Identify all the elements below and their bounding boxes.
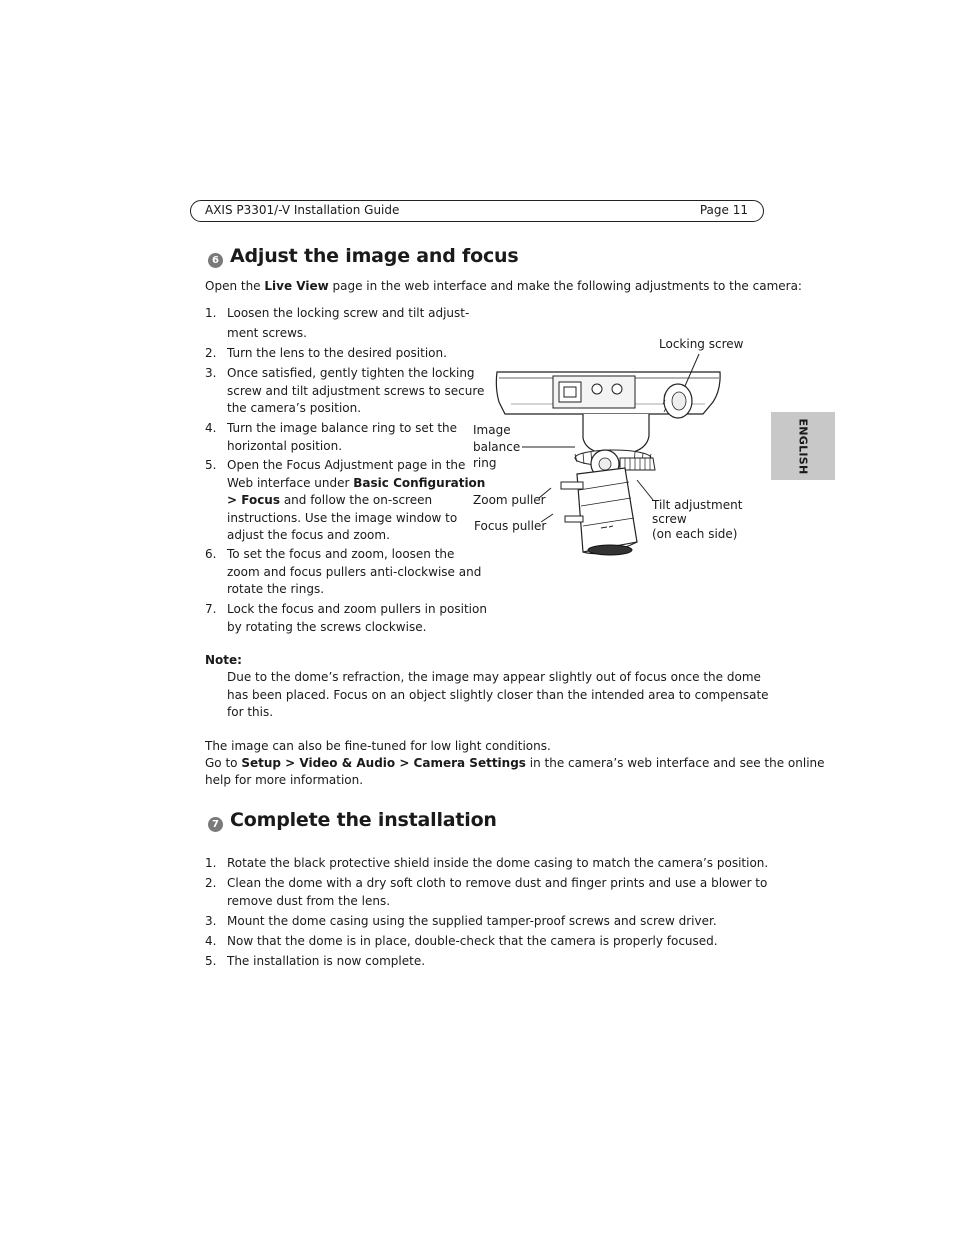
image-balance-label: Image balance ring (473, 423, 521, 470)
document-title: AXIS P3301/-V Installation Guide (205, 203, 400, 217)
focus-term: > Focus (227, 493, 280, 507)
language-tab-label: ENGLISH (796, 417, 810, 475)
section-number-badge: 7 (208, 817, 223, 832)
page-number: Page 11 (699, 203, 748, 217)
live-view-term: Live View (264, 279, 329, 293)
locking-screw-label: Locking screw (659, 337, 744, 351)
lens-body (577, 468, 637, 552)
section-heading: Complete the installation (230, 809, 497, 831)
section-number-badge: 6 (208, 253, 223, 268)
zoom-puller-label: Zoom puller (473, 493, 546, 507)
tilt-adjustment-label: Tilt adjustment screw (on each side) (652, 498, 743, 541)
intro-paragraph: Open the Live View page in the web interface and make the following adjustments to the camera: (205, 279, 802, 293)
network-port-icon (559, 382, 581, 402)
port-icon (592, 384, 602, 394)
section-heading: Adjust the image and focus (230, 245, 519, 267)
port-icon (612, 384, 622, 394)
note-text: Due to the dome’s refraction, the image may appear slightly out of focus once the dome has been placed. Focus on an object slightly closer than the intended area to compensate for this. (227, 670, 769, 719)
focus-puller-label: Focus puller (474, 519, 547, 533)
low-light-paragraph: The image can also be fine-tuned for low light conditions. Go to Setup > Video & Audio > Camera Settings in the camera’s web interface and see the online help for more information. (205, 739, 825, 787)
focus-puller-icon (565, 516, 583, 522)
note-label: Note: (205, 653, 242, 667)
camera-settings-path: Setup > Video & Audio > Camera Settings (241, 756, 526, 770)
basic-configuration-term: Basic Configuration (353, 475, 486, 490)
zoom-puller-icon (561, 482, 583, 489)
